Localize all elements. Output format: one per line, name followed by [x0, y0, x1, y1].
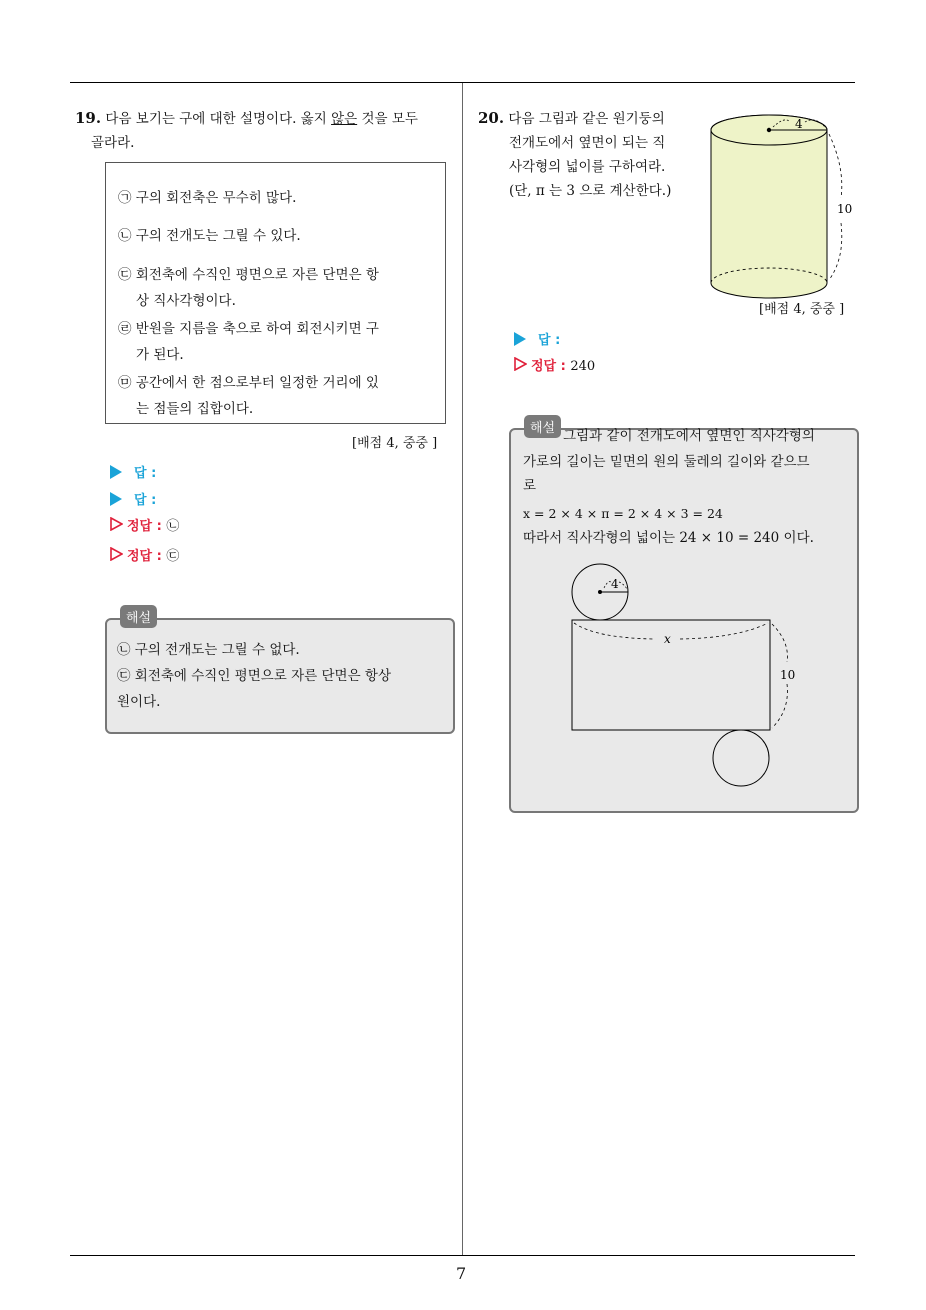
outline-triangle-icon: [514, 357, 527, 371]
correct-label: 정답 :: [531, 359, 566, 374]
question-number: 19.: [75, 109, 102, 127]
solution-formula: x = 2 × 4 × π = 2 × 4 × 3 = 24: [523, 506, 723, 521]
question-text: 골라라.: [91, 135, 135, 151]
outline-triangle-icon: [110, 517, 123, 531]
column-divider: [462, 83, 463, 1255]
figure-radius-label: 4: [795, 117, 803, 131]
solution-line: 로: [523, 478, 537, 494]
question-text: 전개도에서 옆면이 되는 직: [509, 135, 666, 151]
net-x-label: x: [664, 632, 671, 646]
correct-label: 정답 :: [127, 549, 162, 564]
solution-box: [105, 618, 455, 734]
choice-item-cont: 가 된다.: [136, 347, 184, 363]
question-text: 사각형의 넓이를 구하여라.: [509, 159, 666, 175]
correct-value: ㉢: [166, 549, 180, 564]
choice-item: ㉤ 공간에서 한 점으로부터 일정한 거리에 있: [118, 375, 379, 391]
answer-row: [110, 489, 156, 508]
answer-label: 답 :: [538, 333, 561, 348]
choices-box: [105, 162, 446, 424]
question-text: 것을 모두: [357, 111, 418, 127]
net-radius-label: 4: [611, 577, 619, 591]
choice-item-cont: 상 직사각형이다.: [136, 293, 236, 309]
correct-answer-row: [514, 355, 595, 374]
answer-label: 답 :: [134, 466, 157, 481]
correct-value: ㉡: [166, 519, 180, 534]
solution-line: 그림과 같이 전개도에서 옆면인 직사각형의: [563, 428, 815, 444]
question-20: [478, 106, 708, 203]
choice-item: ㉠ 구의 회전축은 무수히 많다.: [118, 190, 297, 206]
net-height-label: 10: [780, 668, 796, 682]
question-text: 다음 보기는 구에 대한 설명이다. 옳지: [105, 111, 332, 127]
solution-box: [509, 428, 859, 813]
question-19: [75, 106, 455, 155]
play-icon: [110, 492, 122, 506]
correct-value: 240: [570, 359, 596, 374]
choice-item-cont: 는 점들의 집합이다.: [136, 401, 254, 417]
score-meta: [배점 4, 중중 ]: [352, 436, 438, 451]
question-text: (단, π 는 3 으로 계산한다.): [509, 183, 672, 199]
play-icon: [514, 332, 526, 346]
answer-label: 답 :: [134, 493, 157, 508]
play-icon: [110, 465, 122, 479]
correct-answer-row: [110, 515, 179, 534]
solution-tag: 해설: [524, 415, 561, 438]
solution-line: ㉡ 구의 전개도는 그릴 수 없다.: [117, 642, 300, 658]
solution-tag: 해설: [120, 605, 157, 628]
answer-row: [110, 462, 156, 481]
underlined-word: 않은: [331, 111, 358, 127]
bottom-rule: [70, 1255, 855, 1256]
page-number: 7: [456, 1264, 467, 1283]
outline-triangle-icon: [110, 547, 123, 561]
choice-item: ㉣ 반원을 지름을 축으로 하여 회전시키면 구: [118, 321, 379, 337]
question-number: 20.: [478, 109, 505, 127]
choice-item: ㉢ 회전축에 수직인 평면으로 자른 단면은 항: [118, 267, 379, 283]
correct-label: 정답 :: [127, 519, 162, 534]
solution-line: 가로의 길이는 밑면의 원의 둘레의 길이와 같으므: [523, 454, 810, 470]
cylinder-figure: [705, 108, 865, 303]
solution-line: 원이다.: [117, 694, 161, 710]
figure-height-label: 10: [837, 202, 853, 216]
choice-item: ㉡ 구의 전개도는 그릴 수 있다.: [118, 228, 301, 244]
answer-row: [514, 329, 560, 348]
solution-line: 따라서 직사각형의 넓이는 24 × 10 = 240 이다.: [523, 530, 814, 546]
cylinder-net-figure: [566, 562, 816, 802]
solution-line: ㉢ 회전축에 수직인 평면으로 자른 단면은 항상: [117, 668, 391, 684]
correct-answer-row: [110, 545, 179, 564]
score-meta: [배점 4, 중중 ]: [759, 302, 845, 317]
question-text: 다음 그림과 같은 원기둥의: [508, 111, 665, 127]
